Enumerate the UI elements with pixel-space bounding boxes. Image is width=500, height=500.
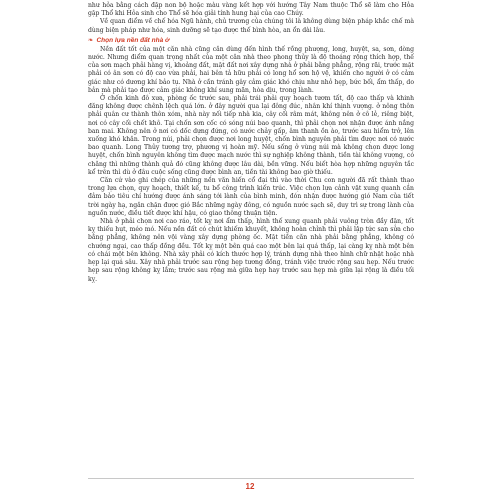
ornament-icon: ❧: [88, 36, 94, 44]
paragraph-2: Về quan điểm về chế hóa Ngũ hành, chủ trương của chúng tôi là không dùng biện pháp khắc chế mà dùng biện pháp như hóa, sinh dưỡng sẽ tạo được thế bình hòa, an ổn dài lâu.: [88, 18, 414, 34]
paragraph-3: Nền đất tốt của một căn nhà cũng căn dùng đến hình thế rồng phượng, long, huyệt, sa, sơn, dòng nước. Nhưng điểm quan trọng nhất của một căn nhà theo phong thủy là độ thoáng rộng thích hợp, thế của sơn mạch phải hàng vị, khoảng đất, mặt đất nơi xây dựng nhà ở phải bằng phẳng, rộng rãi, trước mặt phải có ân sơn có độ cao vừa phải, hai bên tả hữu phải có long hổ sơn hộ vệ, khiến cho người ở có cảm giác như có dương khí bảo tụ. Nhà ở cần tránh gây cảm giác khó chịu như nhỏ hẹp, bức bối, ẩm thấp, do bản mà phải tạo được cảm giác không khí sung mãn, hòa dịu, trong lành.: [88, 45, 414, 94]
paragraph-5: Căn cứ vào ghi chép của những nền văn hiến cổ đại thì vào thời Chu con người đã rất thành thạo trong lựa chọn, quy hoạch, thiết kế, tu bổ công trình kiến trúc. Việc chọn lựa cảnh vật xung quanh cần đảm bảo tiêu chí hướng được ánh sáng tới lành của bình minh, đón nhận được hướng gió Nam của tiết trời ngày hạ, ngăn chặn được gió Bắc những ngày đông, có nguồn nước sạch sẽ, duy trì sự trong lành của nguồn nước, điều tiết được khí hậu, có giao thông thuận tiện.: [88, 177, 414, 217]
footer-rule: [88, 478, 414, 479]
section-heading: [88, 36, 414, 46]
paragraph-4: Ở chốn kinh đô xưa, phòng ốc trước sau, phải trái phải quy hoạch tươm tất, độ cao thấp và khinh đăng không được chênh lệch quá lớn. ở đây người qua lại đông đúc, nhân khí thịnh vượng. ở nông thôn phải quân cư thành thôn xóm, nhà này nối tiếp nhà kia, cây cối râm mát, không nên ở cô lẻ, riêng biệt, nơi có cây cối chết khô. Tại chốn sơn cốc có sóng núi bao quanh, thì phải chọn nơi nhận được ánh nắng ban mai. Không nên ở nơi có dốc dựng đứng, có nước chảy gấp, âm thanh ồn ào, trước sau hiểm trở, lên xuống khó khăn. Trong núi, phải chọn được nơi long huyệt, chốn bình nguyên phải tìm được nơi có nước bao quanh. Long Thủy tương trợ, phương vị hoàn mỹ. Nếu sống ở vùng núi mà không chọn được long huyệt, chốn bình nguyên không tìm được mạch nước thì sự nghiệp không thành, tiền tài không vượng, có chăng thì những thành quả đó cũng không được lâu dài, bền vững. Nếu biết hòa hợp những nguyên tắc kể trên thì dù ở đâu cuộc sống cũng được bình an, tiền tài không bao giờ thiếu.: [88, 95, 414, 176]
paragraph-6: Nhà ở phải chọn nơi cao ráo, tốt kỵ nơi ẩm thấp, hình thế xung quanh phải vuông tròn đầy đặn, tốt kỵ thiếu hụt, méo mó. Nếu nền đất có chút khiếm khuyết, không hoàn chỉnh thì phải lập tức san sửa cho bằng phẳng, không nên vội vàng xây dựng phòng ốc. Mặt tiền căn nhà phải bằng phẳng, không có chướng ngại, cao thấp đồng đều. Tốt kỵ một bên quá cao một bên lại quá thấp, lại càng kỵ nhà một bên có chái một bên không. Nhà xây phải có kích thước hợp lý, tránh dựng nhà theo hình chữ nhật hoặc nhà hẹp lại quá sâu. Xây nhà phải trước sau rộng hẹp tương đồng, tránh việc trước rộng sau hẹp. Nếu trước hẹp sau rộng không kỵ lắm; trước sau rộng mà giữa hẹp hay trước sau hẹp mà giữa lại rộng là điều tối kỵ.: [88, 218, 414, 283]
body-text: [88, 2, 414, 284]
section-heading-text: Chọn lựa nền đất nhà ở: [96, 36, 170, 44]
page-number: 12: [245, 482, 255, 491]
paragraph-1: như hỏa bằng cách đặp non bộ hoặc màu vàng kết hợp với hướng Tây Nam thuộc Thổ sẽ làm cho Hỏa gặp Thổ khi Hỏa sinh cho Thổ sẽ hóa giải tính hung hại của cao Chúy.: [88, 2, 414, 18]
